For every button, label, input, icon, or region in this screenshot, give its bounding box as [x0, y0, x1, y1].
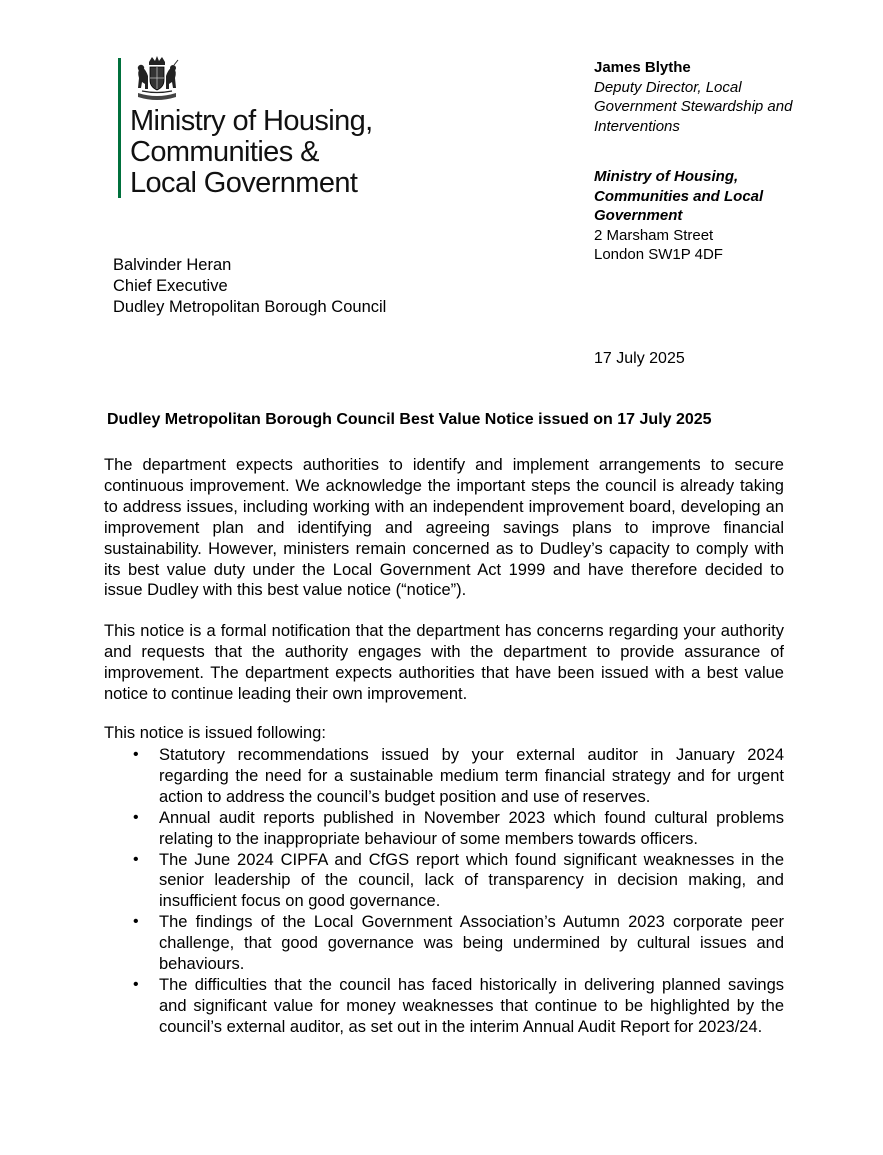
recipient-role: Chief Executive: [113, 277, 228, 295]
sender-title-line: Deputy Director, Local: [594, 78, 742, 96]
bullet-list: [159, 745, 784, 1038]
ministry-name-line: Communities &: [130, 136, 319, 168]
list-item: • The difficulties that the council has faced historically in delivering planned savings and significant value for money weaknesses that continue to be highlighted by the council’s external auditor, as set out in the interim Annual Audit Report for 2023/24.: [159, 975, 784, 1038]
sender-org-line: Government: [594, 207, 683, 224]
list-item: • Annual audit reports published in November 2023 which found cultural problems relating to the inappropriate behaviour of some members towards officers.: [159, 808, 784, 850]
letter-subject: Dudley Metropolitan Borough Council Best Value Notice issued on 17 July 2025: [107, 411, 712, 428]
sender-address-line: 2 Marsham Street: [594, 226, 714, 244]
sender-address-line: London SW1P 4DF: [594, 246, 723, 263]
sender-name: James Blythe: [594, 59, 691, 76]
list-item: • Statutory recommendations issued by your external auditor in January 2024 regarding the need for a sustainable medium term financial strategy and for urgent action to address the council’s budget position and use of reserves.: [159, 745, 784, 808]
body-paragraph: The department expects authorities to identify and implement arrangements to secure continuous improvement. We acknowledge the important steps the council is already taking to address issues, including working with an independent improvement board, developing an improvement plan and identifying and agreeing savings plans to improve financial sustainability. However, ministers remain concerned as to Dudley’s capacity to comply with its best value duty under the Local Government Act 1999 and have therefore decided to issue Dudley with this best value notice (“notice”).: [104, 456, 784, 600]
sender-org-line: Ministry of Housing,: [594, 168, 739, 185]
bullets-intro: This notice is issued following:: [104, 724, 326, 742]
body-paragraph: This notice is a formal notification that the department has concerns regarding your authority and requests that the authority engages with the department to provide assurance of improvement. The department expects authorities that have been issued with a best value notice to continue leading their own improvement.: [104, 622, 784, 703]
list-item: • The June 2024 CIPFA and CfGS report which found significant weaknesses in the senior leadership of the council, lack of transparency in decision making, and insufficient focus on good governance.: [159, 850, 784, 913]
ministry-name-line: Ministry of Housing,: [130, 105, 373, 137]
ministry-name: [130, 106, 430, 199]
sender-org-line: Communities and Local: [594, 187, 764, 205]
logo-green-rule: [118, 58, 121, 198]
sender-title-line: Interventions: [594, 117, 680, 135]
recipient-organisation: Dudley Metropolitan Borough Council: [113, 298, 387, 316]
sender-title-line: Government Stewardship and: [594, 98, 793, 115]
letter-date: 17 July 2025: [594, 350, 685, 367]
sender-block: [594, 58, 834, 265]
royal-crest-icon: [132, 54, 182, 104]
recipient-name: Balvinder Heran: [113, 256, 232, 274]
ministry-name-line: Local Government: [130, 167, 358, 199]
sender-organisation: [594, 167, 834, 226]
recipient-block: [113, 255, 386, 318]
list-item: • The findings of the Local Government Association’s Autumn 2023 corporate peer challenge, that good governance was being undermined by cultural issues and behaviours.: [159, 912, 784, 975]
